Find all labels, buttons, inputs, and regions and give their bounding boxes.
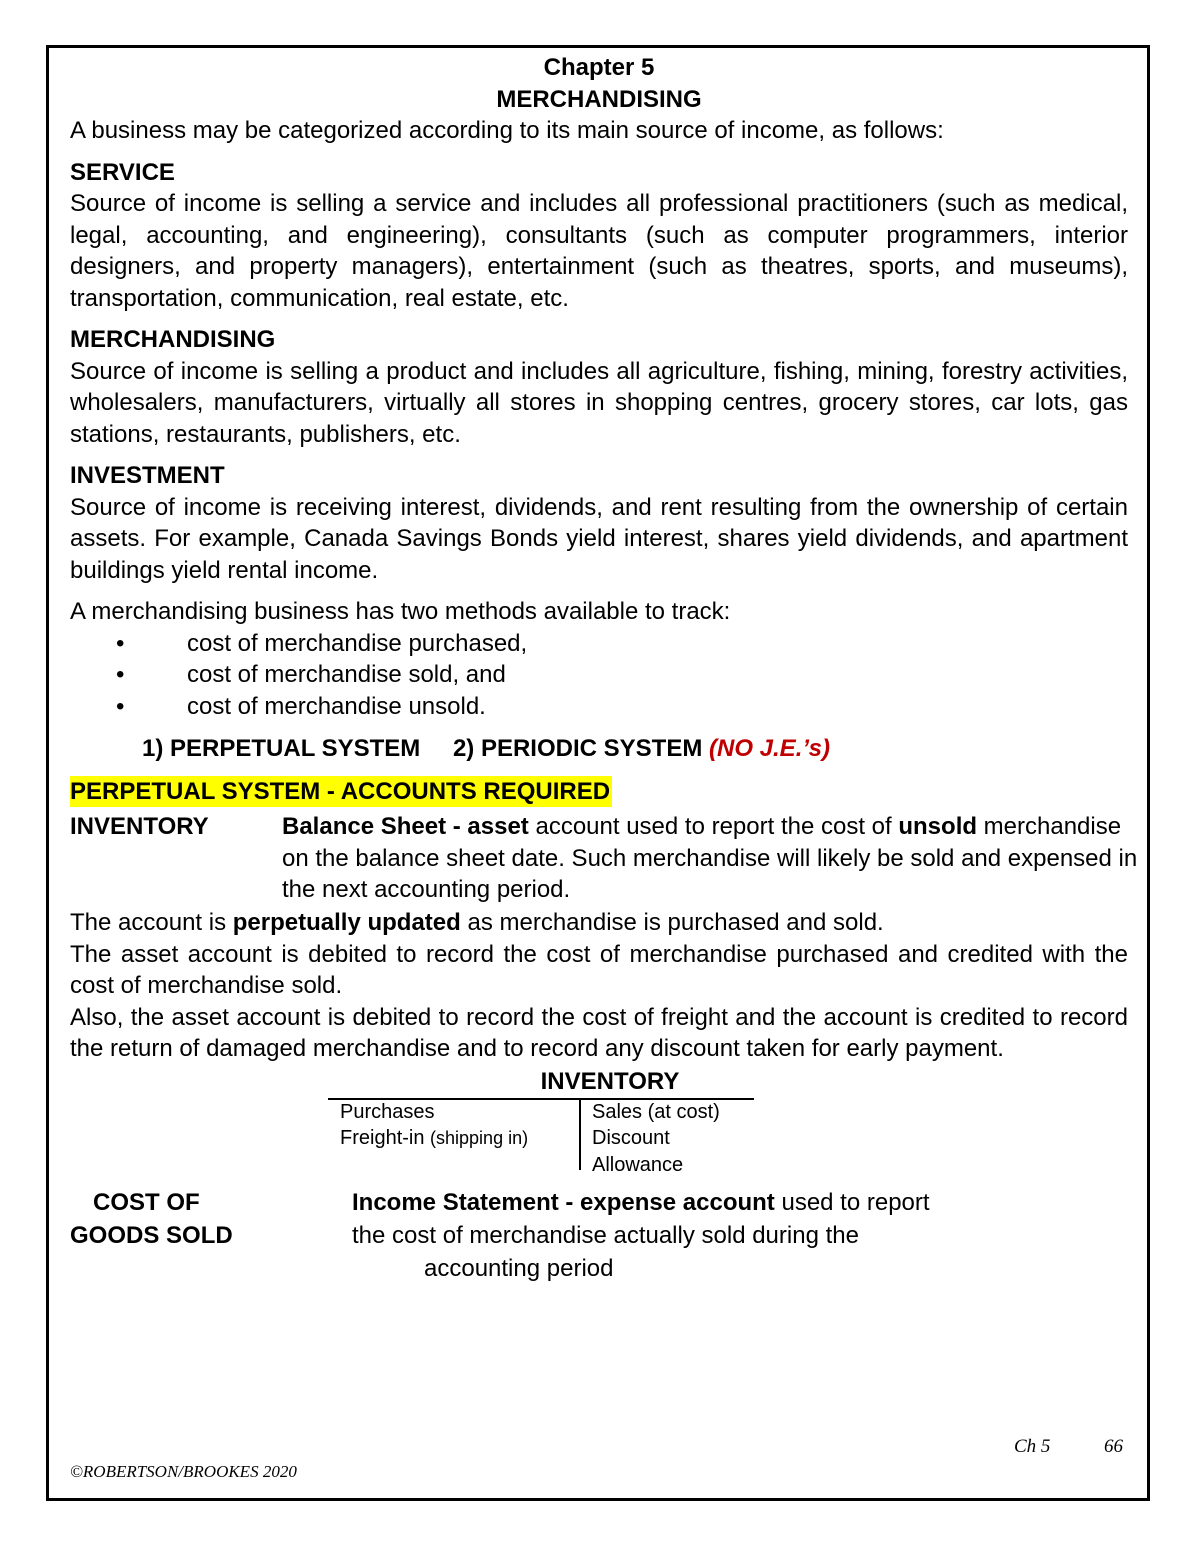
no-je-note: (NO J.E.’s) [709, 735, 830, 762]
banner-row [70, 776, 1128, 808]
list-item: • cost of merchandise unsold. [70, 691, 1128, 723]
list-item: • cost of merchandise purchased, [70, 628, 1128, 660]
credit-entry-sales: Sales (at cost) [592, 1100, 720, 1123]
inventory-t-account [70, 1066, 1128, 1186]
intro-text: A business may be categorized according to its main source of income, as follows: [70, 117, 944, 144]
cogs-definition [70, 1186, 1128, 1282]
perpetual-banner: PERPETUAL SYSTEM - ACCOUNTS REQUIRED [70, 776, 612, 808]
page-title: MERCHANDISING [496, 85, 702, 113]
service-heading: SERVICE [70, 158, 175, 186]
methods-intro: A merchandising business has two methods available to track: [70, 598, 731, 625]
document-body [70, 52, 1138, 1282]
credit-entry-allowance: Allowance [592, 1153, 684, 1176]
inventory-label: INVENTORY [70, 813, 209, 840]
cogs-label: COST OF GOODS SOLD [70, 1188, 233, 1249]
page-number: 66 [1104, 1436, 1123, 1457]
inventory-definition [70, 811, 1138, 907]
merchandising-heading: MERCHANDISING [70, 326, 276, 353]
t-account-title: INVENTORY [540, 1067, 680, 1095]
copyright: ©ROBERTSON/BROOKES 2020 [70, 1462, 297, 1481]
chapter-label: Chapter 5 [543, 54, 655, 81]
t-account-debit-side [340, 1099, 528, 1152]
investment-heading: INVESTMENT [70, 462, 225, 489]
footer-chapter: Ch 5 [1014, 1436, 1051, 1457]
debit-entry-purchases: Purchases [340, 1100, 435, 1123]
t-account-credit-side [592, 1099, 720, 1179]
debit-credit-text: The asset account is debited to record the cost of merchandise purchased and credited with the cost of merchandise sold. [70, 940, 1128, 999]
bullet-icon: • [116, 692, 125, 720]
perpetual-system-label: 1) PERPETUAL SYSTEM [142, 735, 421, 762]
merchandising-text: Source of income is selling a product and includes all agriculture, fishing, mining, forestry activities, wholesalers, manufacturers, virtually all stores in shopping centres, grocery stores, car lots, gas stations, restaurants, publishers, etc. [70, 357, 1128, 448]
perpetually-updated-text: The account is perpetually updated as merchandise is purchased and sold. [70, 909, 884, 936]
inventory-description: Balance Sheet - asset account used to report the cost of unsold merchandise on the balance sheet date. Such merchandise will likely be sold and expensed in the next accounting period. [282, 813, 1138, 903]
service-text: Source of income is selling a service and includes all professional practitioners (such as medical, legal, accounting, and engineering), consultants (such as computer programmers, interior designers, and property managers), entertainment (such as theatres, sports, and museums), transportation, communication, real estate, etc. [70, 190, 1128, 312]
t-account-vertical-rule [579, 1098, 581, 1170]
credit-entry-discount: Discount [592, 1127, 670, 1149]
bullet-icon: • [116, 661, 125, 688]
cogs-description: Income Statement - expense account used to report the cost of merchandise actually sold during the accounting period [352, 1188, 930, 1282]
bullet-icon: • [116, 629, 125, 657]
methods-list [70, 628, 1128, 723]
periodic-system-label: 2) PERIODIC SYSTEM [452, 735, 703, 762]
freight-text: Also, the asset account is debited to record the cost of freight and the account is credited to record the return of damaged merchandise and to record any discount taken for early payment. [70, 1003, 1128, 1062]
investment-text: Source of income is receiving interest, dividends, and rent resulting from the ownership of certain assets. For example, Canada Savings Bonds yield interest, shares yield dividends, and apartment buildings yield rental income. [70, 493, 1128, 584]
systems-line [70, 733, 1128, 765]
debit-entry-freight: Freight-in (shipping in) [340, 1127, 529, 1149]
list-item: • cost of merchandise sold, and [70, 659, 1128, 691]
